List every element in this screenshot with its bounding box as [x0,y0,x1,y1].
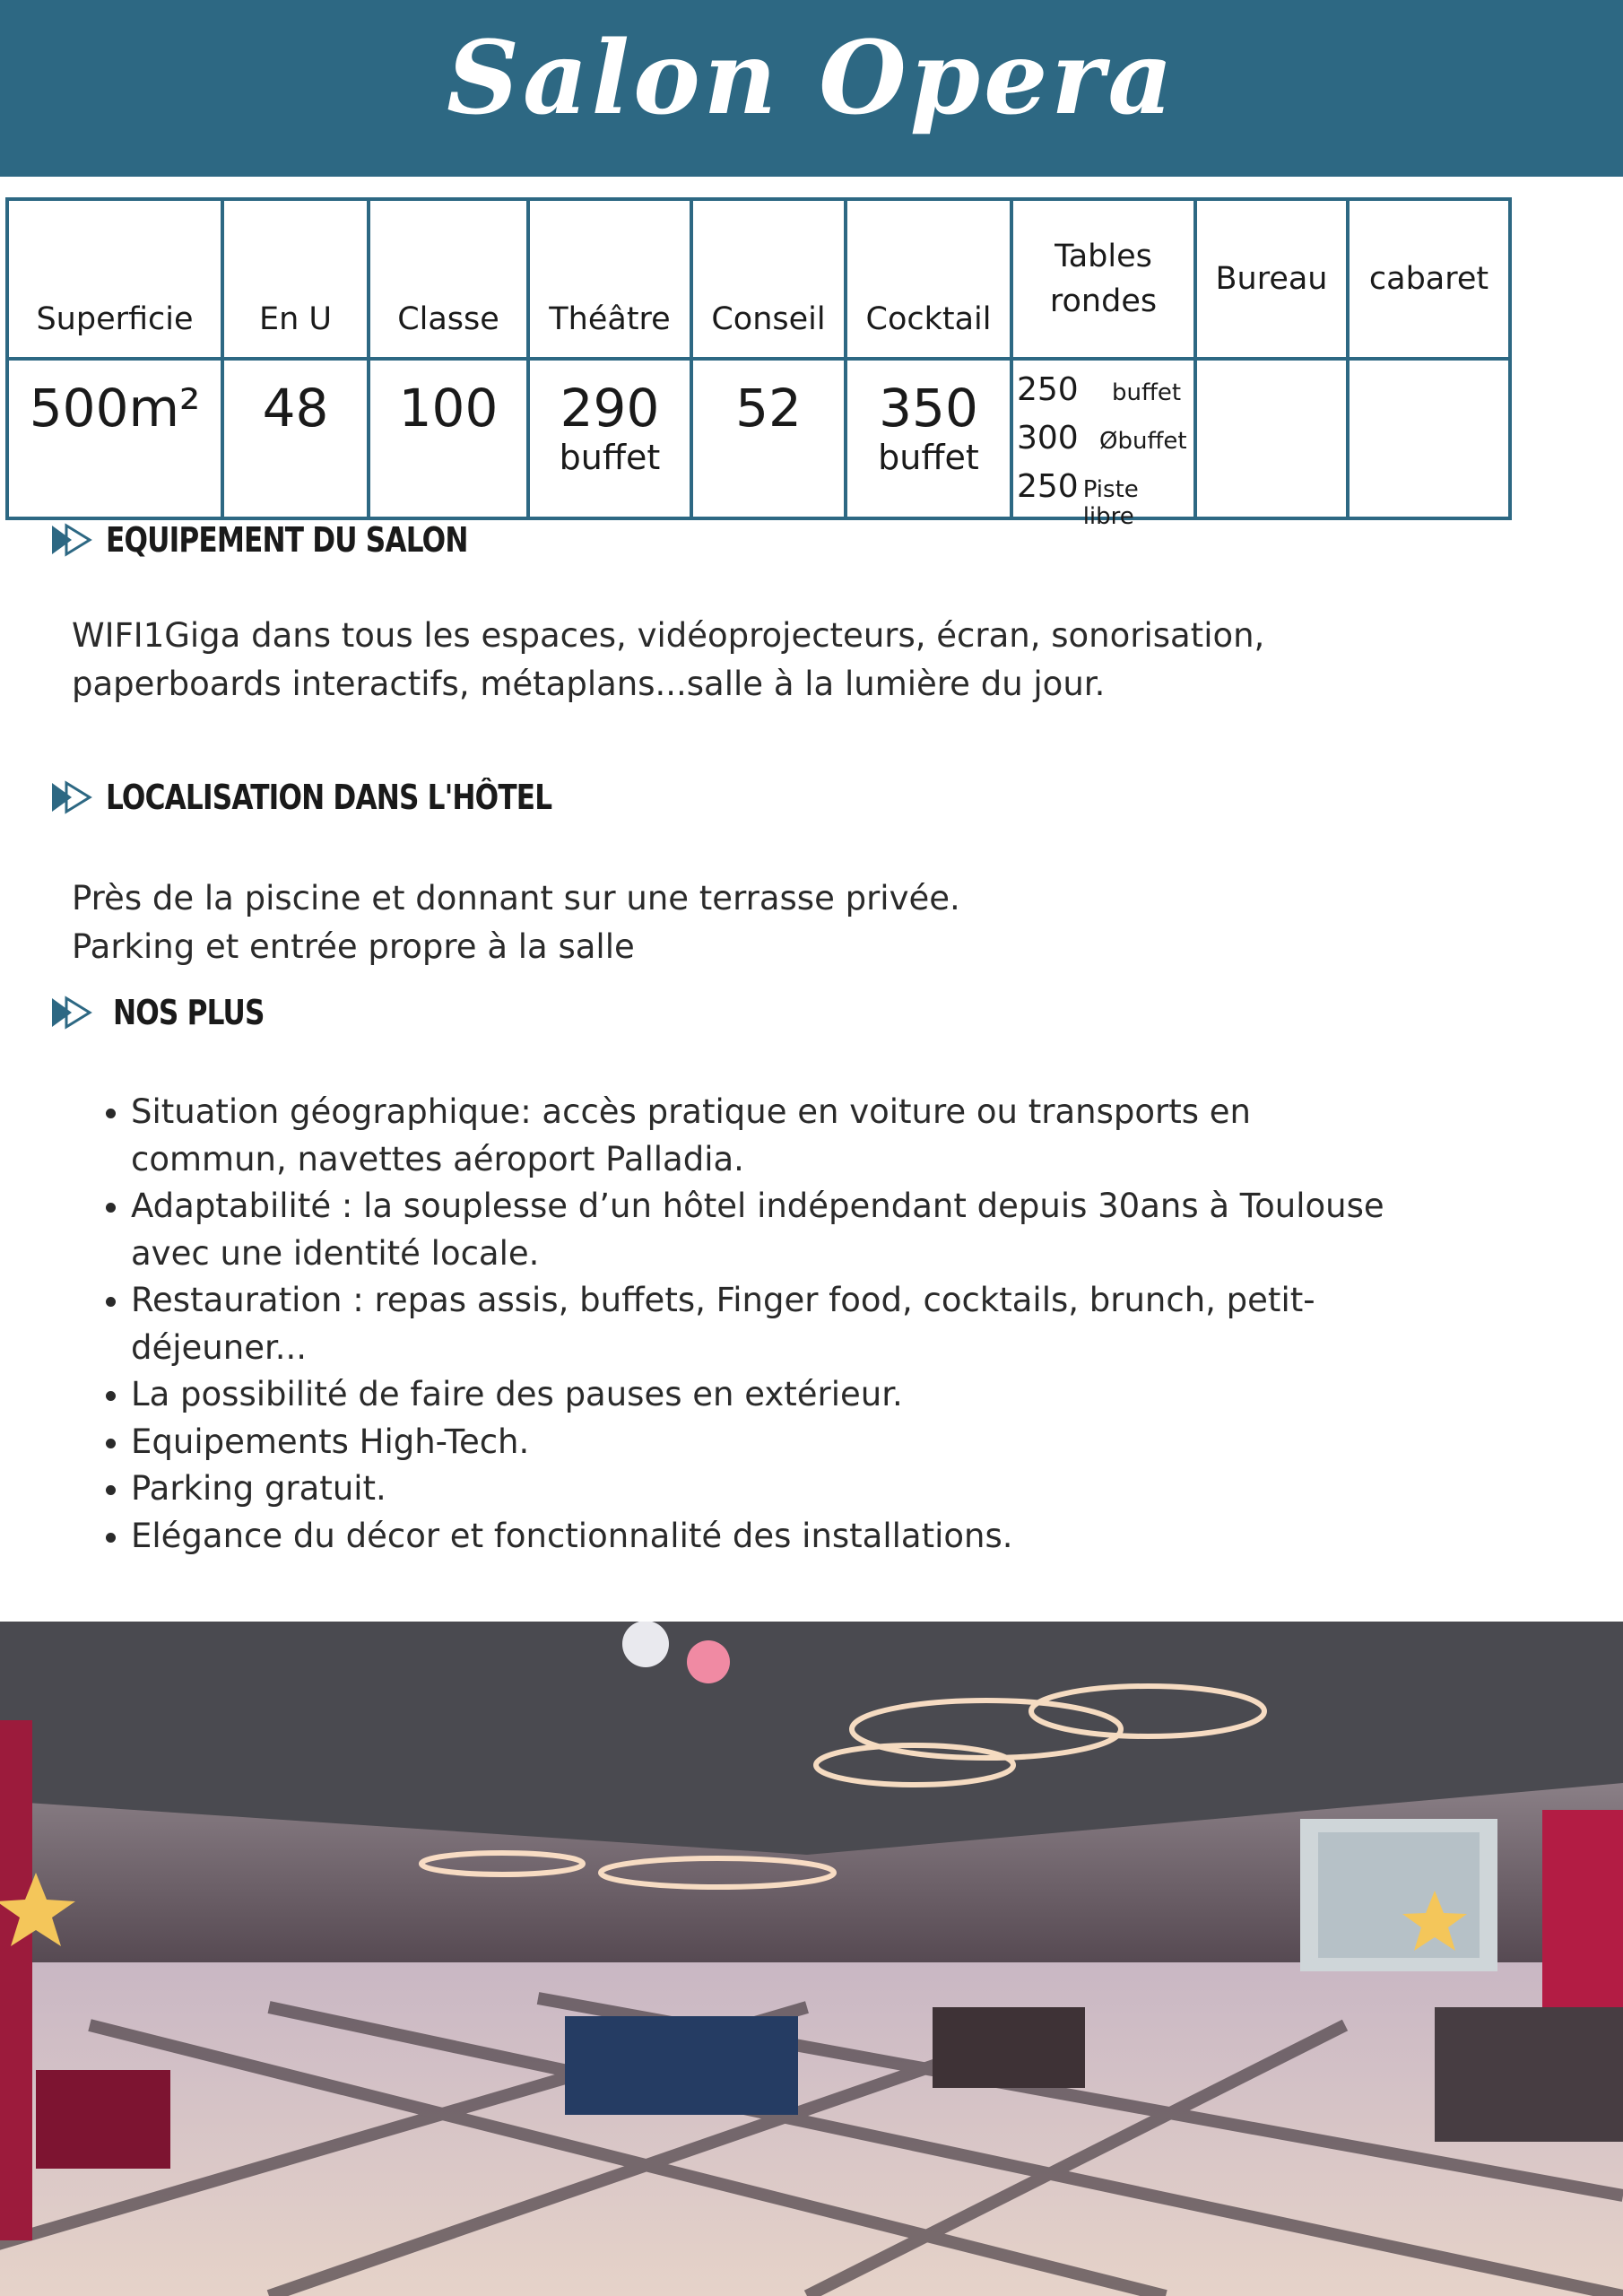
value-conseil: 52 [691,359,846,518]
equipement-text [72,612,1363,709]
section-heading-localisation [50,778,649,817]
tables-rondes-line: 250 buffet [1017,371,1182,408]
list-item: • Restauration : repas assis, buffets, Finger food, cocktails, brunch, petit-déjeuner... [131,1277,1404,1371]
text-line: Près de la piscine et donnant sur une terrasse privée. [72,879,960,918]
page-title: Salon Opera [447,20,1176,137]
heading-equipement: EQUIPEMENT DU SALON [106,520,468,560]
header-conseil: Conseil [691,199,846,359]
heading-nos-plus: NOS PLUS [113,993,265,1032]
list-item: • Situation géographique: accès pratique en voiture ou transports en commun, navettes aéroport Palladia. [131,1089,1404,1183]
text-line: Parking et entrée propre à la salle [72,927,635,966]
header-theatre: Théâtre [528,199,691,359]
heading-localisation: LOCALISATION DANS L'HÔTEL [106,778,552,817]
list-item: • Elégance du décor et fonctionnalité des installations. [131,1513,1404,1561]
nos-plus-list [81,1089,1404,1560]
header-tables-rondes: Tables rondes [1011,199,1195,359]
value-theatre: 290 buffet [528,359,691,518]
header-cocktail: Cocktail [846,199,1011,359]
header-superficie: Superficie [7,199,222,359]
value-en-u: 48 [222,359,369,518]
header-cabaret: cabaret [1348,199,1510,359]
value-superficie: 500m² [7,359,222,518]
list-item: • Parking gratuit. [131,1465,1404,1513]
header-classe: Classe [369,199,528,359]
double-arrow-icon [50,522,95,558]
value-cabaret [1348,359,1510,518]
double-arrow-icon [50,995,95,1031]
section-heading-equipement [50,520,547,560]
capacity-table [5,197,1512,530]
salon-photo [0,1622,1623,2296]
value-classe: 100 [369,359,528,518]
ballroom-image [0,1622,1623,2296]
text-line: paperboards interactifs, métaplans...salle à la lumière du jour. [72,665,1106,703]
text-line: WIFI1Giga dans tous les espaces, vidéoprojecteurs, écran, sonorisation, [72,616,1265,655]
header-en-u: En U [222,199,369,359]
section-heading-nos-plus [50,993,298,1032]
list-item: • Adaptabilité : la souplesse d’un hôtel indépendant depuis 30ans à Toulouse avec une identité locale. [131,1183,1404,1277]
list-item: • La possibilité de faire des pauses en extérieur. [131,1371,1404,1419]
title-banner [0,0,1623,177]
localisation-text [72,874,1363,971]
header-bureau: Bureau [1195,199,1348,359]
value-tables-rondes [1011,359,1195,530]
double-arrow-icon [50,779,95,815]
list-item: • Equipements High-Tech. [131,1419,1404,1466]
value-cocktail: 350 buffet [846,359,1011,518]
tables-rondes-line: 250 Piste libre [1017,468,1139,530]
tables-rondes-line: 300 Øbuffet [1017,420,1187,457]
value-bureau [1195,359,1348,518]
table-header-row [7,199,1510,359]
table-value-row [7,359,1510,518]
